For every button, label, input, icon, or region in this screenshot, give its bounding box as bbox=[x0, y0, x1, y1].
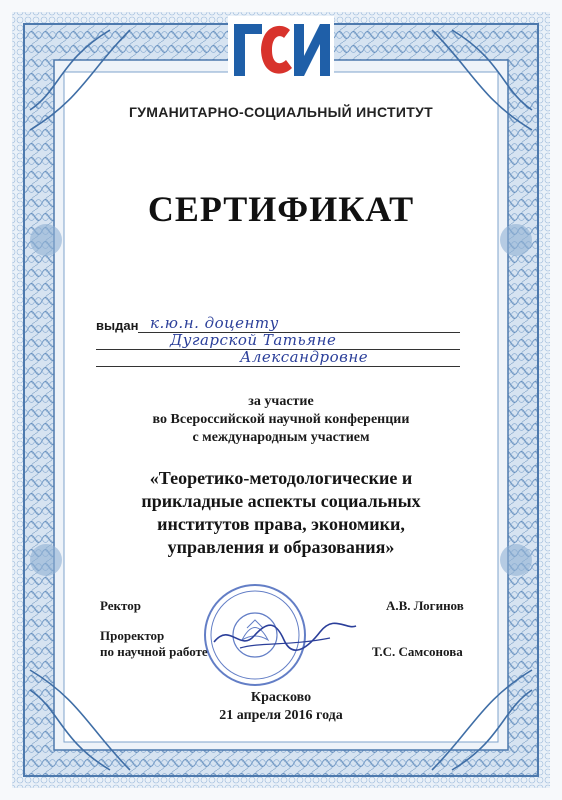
footer-city: Красково bbox=[250, 690, 312, 705]
recipient-line-3 bbox=[96, 366, 460, 367]
conference-title-line-1: «Теоретико-методологические и bbox=[149, 468, 413, 488]
participation-line-3: с международным участием bbox=[192, 430, 370, 445]
conference-title-line-4: управления и образования» bbox=[167, 537, 395, 557]
rector-name: А.В. Логинов bbox=[386, 598, 464, 613]
rector-role: Ректор bbox=[100, 598, 141, 613]
recipient-handwritten-1: к.ю.н. доценту bbox=[150, 314, 279, 332]
institute-logo bbox=[228, 16, 334, 82]
prorector-name: Т.С. Самсонова bbox=[372, 644, 463, 659]
issued-to-label: выдан bbox=[96, 318, 139, 333]
participation-line-2: во Всероссийской научной конференции bbox=[152, 412, 410, 427]
prorector-role-2: по научной работе bbox=[100, 644, 208, 659]
conference-title-line-3: институтов права, экономики, bbox=[157, 514, 405, 534]
conference-title-line-2: прикладные аспекты социальных bbox=[141, 491, 421, 511]
recipient-handwritten-3: Александровне bbox=[240, 348, 369, 366]
participation-line-1: за участие bbox=[248, 394, 314, 409]
institute-name: ГУМАНИТАРНО-СОЦИАЛЬНЫЙ ИНСТИТУТ bbox=[129, 104, 433, 120]
certificate-title: СЕРТИФИКАТ bbox=[147, 189, 415, 229]
handwritten-signature bbox=[210, 612, 360, 662]
footer-date: 21 апреля 2016 года bbox=[219, 708, 343, 723]
recipient-handwritten-2: Дугарской Татьяне bbox=[170, 331, 337, 349]
prorector-role: Проректор bbox=[100, 628, 165, 643]
